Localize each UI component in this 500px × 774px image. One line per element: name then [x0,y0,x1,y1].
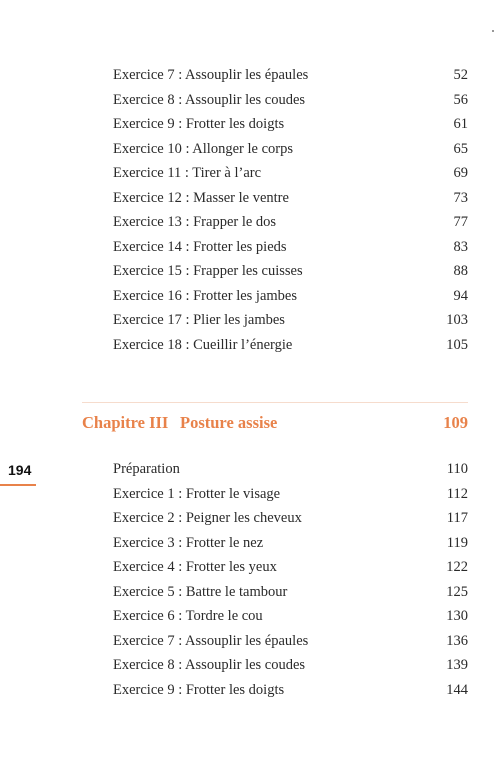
entry-title: Exercice 15 : Frapper les cuisses [113,263,303,279]
entry-page: 119 [446,535,468,551]
entry-page: 65 [453,141,468,157]
toc-entry [113,64,468,86]
toc-entry [113,236,468,258]
entry-page: 88 [453,263,468,279]
entry-page: 125 [446,584,468,600]
entry-title: Exercice 11 : Tirer à l’arc [113,165,262,181]
entry-page: 122 [446,559,468,575]
entry-title: Exercice 9 : Frotter les doigts [113,682,285,698]
entry-page: 139 [446,657,468,673]
toc-entry [113,458,468,480]
toc-entry [113,483,468,505]
entry-title: Exercice 5 : Battre le tambour [113,584,288,600]
chapter-label: Chapitre III [82,413,169,432]
entry-page: 83 [453,239,468,255]
toc-entry [113,285,468,307]
entry-title: Exercice 12 : Masser le ventre [113,190,289,206]
entry-title: Exercice 18 : Cueillir l’énergie [113,337,293,353]
entry-page: 130 [446,608,468,624]
entry-title: Exercice 8 : Assouplir les coudes [113,657,306,673]
entry-page: 77 [453,214,468,230]
entry-page: 144 [446,682,468,698]
toc-entry [113,630,468,652]
toc-entry [113,309,468,331]
entry-title: Exercice 17 : Plier les jambes [113,312,285,328]
toc-entry [113,679,468,701]
entry-title: Préparation [113,461,180,477]
toc-entry [113,260,468,282]
entry-page: 117 [446,510,468,526]
page-number-rule [0,484,36,486]
entry-title: Exercice 13 : Frapper le dos [113,214,277,230]
entry-page: 94 [453,288,468,304]
toc-entry [113,556,468,578]
corner-mark [492,30,494,32]
entry-page: 52 [453,67,468,83]
chapter-title: Posture assise [180,413,278,432]
entry-title: Exercice 3 : Frotter le nez [113,535,264,551]
toc-entry [113,113,468,135]
toc-entry [113,507,468,529]
toc-entry [113,654,468,676]
toc-entry [113,89,468,111]
entry-title: Exercice 16 : Frotter les jambes [113,288,298,304]
entry-page: 61 [453,116,468,132]
entry-title: Exercice 14 : Frotter les pieds [113,239,287,255]
entry-title: Exercice 8 : Assouplir les coudes [113,92,306,108]
entry-page: 69 [453,165,468,181]
entry-title: Exercice 1 : Frotter le visage [113,486,281,502]
entry-title: Exercice 4 : Frotter les yeux [113,559,277,575]
entry-page: 110 [446,461,468,477]
toc-entry [113,581,468,603]
entry-title: Exercice 7 : Assouplir les épaules [113,67,309,83]
entry-title: Exercice 9 : Frotter les doigts [113,116,285,132]
entry-title: Exercice 10 : Allonger le corps [113,141,293,157]
entry-page: 56 [453,92,468,108]
entry-title: Exercice 7 : Assouplir les épaules [113,633,309,649]
entry-page: 112 [446,486,468,502]
toc-entry [113,162,468,184]
toc-entry [113,605,468,627]
chapter-divider [82,402,468,403]
entry-page: 105 [446,337,468,353]
entry-title: Exercice 2 : Peigner les cheveux [113,510,302,526]
chapter-heading [82,410,468,436]
entry-page: 136 [446,633,468,649]
entry-title: Exercice 6 : Tordre le cou [113,608,263,624]
toc-entry [113,187,468,209]
toc-entry [113,532,468,554]
entry-page: 73 [453,190,468,206]
toc-entry [113,334,468,356]
entry-page: 103 [446,312,468,328]
chapter-page: 109 [443,413,468,432]
toc-entry [113,211,468,233]
page-number: 194 [8,462,32,478]
toc-entry [113,138,468,160]
